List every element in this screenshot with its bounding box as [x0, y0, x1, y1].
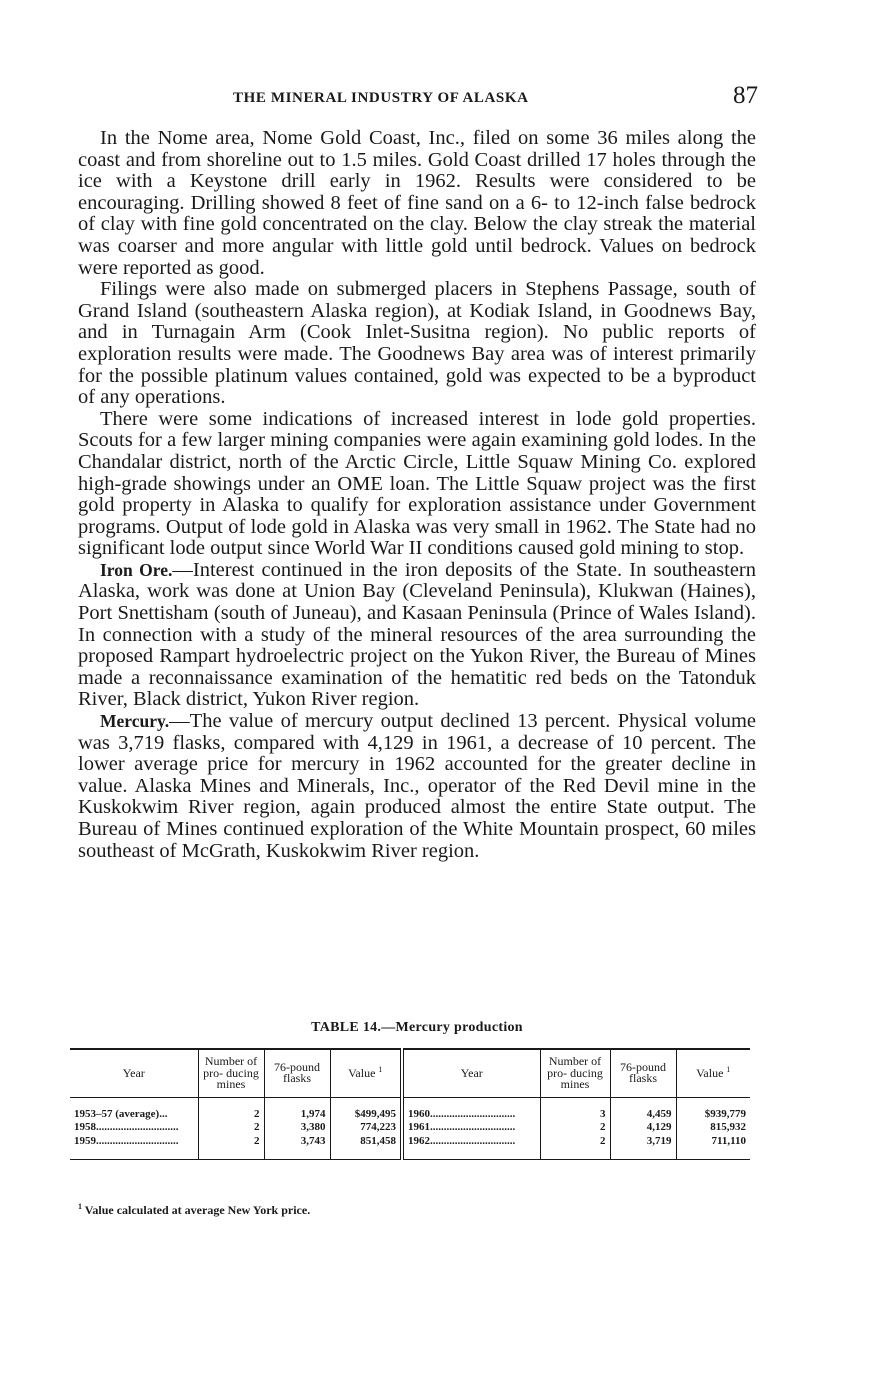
table-row [70, 1121, 750, 1135]
paragraph-submerged-placers: Filings were also made on submerged placers in Stephens Passage, south of Grand Island (southeastern Alaska region), at Kodiak Island, in Goodnews Bay, and in Turnagain Arm (Cook Inlet-Susitna region). No public reports of exploration results were made. The Goodnews Bay area was of interest primarily for the possible platinum values contained, gold was expected to be a byproduct of any operations. [78, 278, 756, 409]
cell-year: 1962............................... [402, 1135, 540, 1160]
cell-value: 711,110 [676, 1135, 750, 1160]
header-value-left: Value $^1$ [330, 1049, 402, 1097]
cell-year: 1953–57 (average)... [74, 1107, 168, 1120]
cell-mines: 2 [198, 1135, 264, 1160]
paragraph-iron-ore [78, 560, 756, 711]
header-mines-left: Number of pro- ducing mines [198, 1049, 264, 1097]
running-head [78, 82, 758, 116]
cell-value: 815,932 [676, 1121, 750, 1135]
cell-mines: 2 [198, 1097, 264, 1121]
running-title: THE MINERAL INDUSTRY OF ALASKA [233, 90, 529, 106]
header-value-right: Value $^1$ [676, 1049, 750, 1097]
mercury-heading: Mercury. [100, 711, 170, 732]
cell-year: 1959.............................. [70, 1135, 198, 1160]
mercury-text: —The value of mercury output declined 13 percent. Physical volume was 3,719 flasks, compared with 4,129 in 1961, a decrease of 10 percent. The lower average price for mercury in 1962 accounted for the greater decline in value. Alaska Mines and Minerals, Inc., operator of the Red Devil mine in the Kuskokwim River region, again produced almost the entire State output. The Bureau of Mines continued exploration of the White Mountain prospect, 60 miles southeast of McGrath, Kuskokwim River region. [78, 710, 756, 862]
cell-mines: 2 [540, 1135, 610, 1160]
table-header-row [70, 1049, 750, 1097]
paragraph-lode-gold: There were some indications of increased interest in lode gold properties. Scouts for a few larger mining companies were again examining gold lodes. In the Chandalar district, north of the Arctic Circle, Little Squaw Mining Co. explored high-grade showings under an OME loan. The Little Squaw project was the first gold property in Alaska to qualify for exploration assistance under Government programs. Output of lode gold in Alaska was very small in 1962. The State had no significant lode output since World War II conditions caused gold mining to stop. [78, 407, 756, 560]
header-flasks-left: 76-pound flasks [264, 1049, 330, 1097]
table-row [70, 1135, 750, 1160]
cell-value: $939,779 [676, 1097, 750, 1121]
cell-flasks: 1,974 [264, 1097, 330, 1121]
cell-flasks: 3,719 [610, 1135, 676, 1160]
cell-mines: 2 [540, 1121, 610, 1135]
mercury-production-table [70, 1048, 750, 1160]
cell-year: 1961............................... [402, 1121, 540, 1135]
cell-year: 1958.............................. [74, 1121, 179, 1133]
body-text [78, 128, 756, 862]
iron-ore-text: —Interest continued in the iron deposits of the State. In southeastern Alaska, work was done at Union Bay (Cleveland Peninsula), Klukwan (Haines), Port Snettisham (south of Juneau), and Kasaan Peninsula (Prince of Wales Island). In connection with a study of the mineral resources of the area surrounding the proposed Rampart hydroelectric project on the Yukon River, the Bureau of Mines made a reconnaissance examination of the hematitic red beds on the Tatonduk River, Black district, Yukon River region. [78, 558, 756, 711]
table-title: TABLE 14.—Mercury production [311, 1020, 523, 1035]
footnote-text: Value calculated at average New York price. [84, 1203, 311, 1217]
cell-year: 1960............................... [402, 1097, 540, 1121]
header-year-left: Year [70, 1049, 198, 1097]
cell-flasks: 3,743 [264, 1135, 330, 1160]
cell-value: 851,458 [330, 1135, 402, 1160]
header-year-right: Year [402, 1049, 540, 1097]
table-row [70, 1097, 750, 1121]
table-footnote [78, 1203, 310, 1218]
footnote-mark: 1 [78, 1202, 82, 1211]
header-flasks-right: 76-pound flasks [610, 1049, 676, 1097]
paragraph-nome-area: In the Nome area, Nome Gold Coast, Inc., filed on some 36 miles along the coast and from shoreline out to 1.5 miles. Gold Coast drilled 17 holes through the ice with a Keystone drill early in 1962. Results were considered to be encouraging. Drilling showed 8 feet of fine sand on a 6- to 12-inch false bedrock of clay with fine gold concentrated on the clay. Below the clay streak the material was coarser and more angular with little gold until bedrock. Values on bedrock were reported as good. [78, 127, 756, 279]
cell-mines: 3 [540, 1097, 610, 1121]
cell-value: 774,223 [330, 1121, 402, 1135]
cell-flasks: 4,459 [610, 1097, 676, 1121]
paragraph-mercury [78, 711, 756, 862]
cell-flasks: 3,380 [264, 1121, 330, 1135]
cell-mines: 2 [198, 1121, 264, 1135]
iron-ore-heading: Iron Ore. [100, 559, 173, 580]
header-mines-right: Number of pro- ducing mines [540, 1049, 610, 1097]
page-number: 87 [733, 82, 758, 109]
cell-flasks: 4,129 [610, 1121, 676, 1135]
cell-value: $499,495 [330, 1097, 402, 1121]
